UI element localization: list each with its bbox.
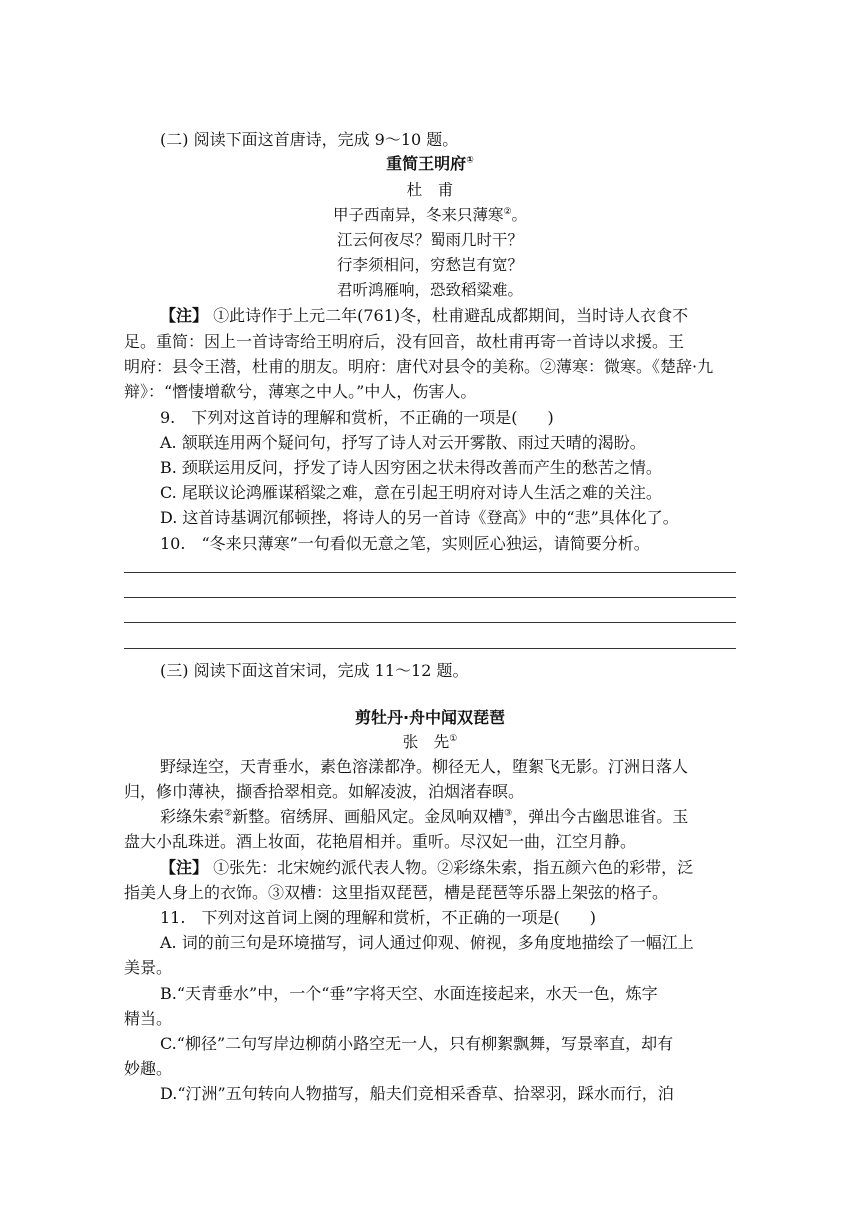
question-11-option-a-line1: A. 词的前三句是环境描写，词人通过仰观、俯视，多角度地描绘了一幅江上: [160, 933, 694, 952]
ci-note-line1: 【注】 ①张先：北宋婉约派代表人物。②彩绦朱索，指五颜六色的彩带，泛: [160, 858, 694, 877]
question-11-option-c-line1: C.“柳径”二句写岸边柳荫小路空无一人，只有柳絮飘舞，写景率直，却有: [160, 1034, 674, 1053]
question-11-option-b-line1: B.“天青垂水”中，一个“垂”字将天空、水面连接起来，水天一色，炼字: [160, 984, 658, 1003]
section2-heading: (二) 阅读下面这首唐诗，完成 9～10 题。: [160, 130, 459, 149]
note-line-3: 明府：县令王潜，杜甫的朋友。明府：唐代对县令的美称。②薄寒：微寒。《楚辞·九: [124, 357, 714, 376]
poem-author: 杜 甫: [406, 181, 454, 199]
ci-para2-line1: 彩绦朱索②新整。宿绣屏、画船风定。金凤响双槽③，弹出今古幽思谁省。玉: [160, 807, 689, 826]
question-9-option-a: A. 颔联连用两个疑问句，抒写了诗人对云开雾散、雨过天晴的渴盼。: [160, 433, 646, 452]
note-line-1: 【注】 ①此诗作于上元二年(761)冬，杜甫避乱成都期间，当时诗人衣食不: [160, 306, 689, 325]
footnote-marker: ③: [504, 808, 513, 819]
note-label: 【注】: [160, 306, 209, 325]
question-9-stem: 9. 下列对这首诗的理解和赏析，不正确的一项是( ): [160, 408, 554, 427]
section3-heading: (三) 阅读下面这首宋词，完成 11～12 题。: [160, 661, 469, 680]
footnote-marker: ①: [466, 155, 474, 166]
question-11-option-a-line2: 美景。: [124, 958, 173, 977]
ci-para1-line2: 归，修巾薄袂，撷香拾翠相竞。如解凌波，泊烟渚春暝。: [124, 782, 525, 801]
poem-title: [124, 153, 736, 175]
answer-line-2[interactable]: [124, 597, 736, 598]
answer-line-1[interactable]: [124, 572, 736, 573]
poem-line-2: 江云何夜尽？蜀雨几时干？: [336, 231, 523, 249]
question-11-option-c-line2: 妙趣。: [124, 1059, 173, 1078]
question-9-option-c: C. 尾联议论鸿雁谋稻粱之难，意在引起王明府对诗人生活之难的关注。: [160, 483, 662, 502]
footnote-marker: ①: [449, 733, 458, 744]
question-9-option-d: D. 这首诗基调沉郁顿挫，将诗人的另一首诗《登高》中的“悲”具体化了。: [160, 508, 679, 527]
poem-line-1: 甲子西南异，冬来只薄寒②。: [332, 206, 528, 224]
answer-line-4[interactable]: [124, 648, 736, 649]
footnote-marker: ②: [224, 808, 233, 819]
question-10: 10. “冬来只薄寒”一句看似无意之笔，实则匠心独运，请简要分析。: [160, 534, 650, 553]
question-11-stem: 11. 下列对这首词上阕的理解和赏析，不正确的一项是( ): [160, 908, 596, 927]
question-9-option-b: B. 颈联运用反问，抒发了诗人因穷困之状未得改善而产生的愁苦之情。: [160, 458, 662, 477]
question-11-option-d-line1: D.“汀洲”五句转向人物描写，船夫们竞相采香草、拾翠羽，踩水而行，泊: [160, 1084, 674, 1103]
ci-title: 剪牡丹·舟中闻双琵琶: [354, 708, 506, 727]
ci-para1-line1: 野绿连空，天青垂水，素色溶漾都净。柳径无人，堕絮飞无影。汀洲日落人: [160, 757, 689, 776]
ci-author: 张 先①: [402, 733, 458, 751]
ci-para2-line2: 盘大小乱珠迸。酒上妆面，花艳眉相并。重听。尽汉妃一曲，江空月静。: [124, 832, 637, 851]
poem-line-4: 君听鸿雁响，恐致稻粱难。: [336, 281, 523, 299]
poem-title-text: 重简王明府: [386, 154, 467, 173]
ci-note-line2: 指美人身上的衣饰。③双槽：这里指双琵琶，槽是琵琶等乐器上架弦的格子。: [124, 883, 669, 902]
note-line-4: 辩》：“憯悽增欷兮，薄寒之中人。”中人，伤害人。: [124, 382, 477, 401]
note-label: 【注】: [160, 858, 209, 877]
footnote-marker: ②: [503, 206, 512, 217]
question-11-option-b-line2: 精当。: [124, 1009, 173, 1028]
poem-line-3: 行李须相问，穷愁岂有宽？: [336, 256, 523, 274]
note-line-2: 足。重简：因上一首诗寄给王明府后，没有回音，故杜甫再寄一首诗以求援。王: [124, 332, 685, 351]
answer-line-3[interactable]: [124, 622, 736, 623]
